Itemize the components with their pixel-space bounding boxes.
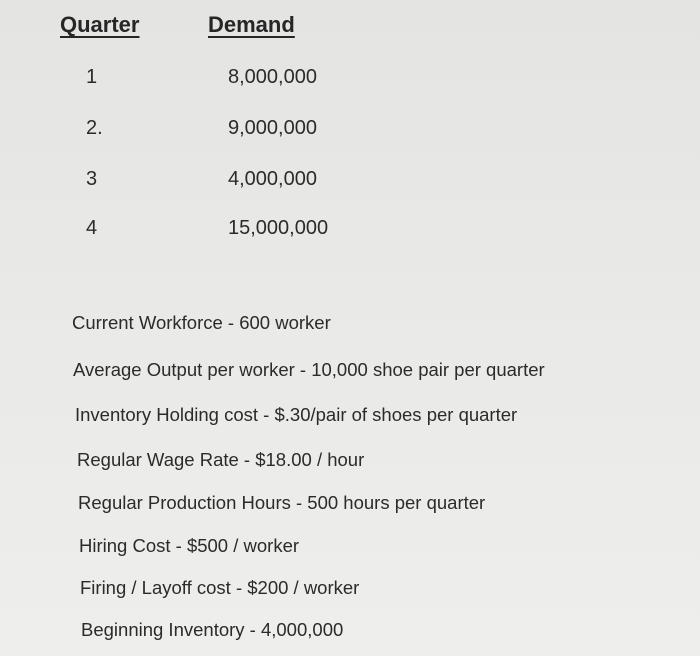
note-hiring-cost: Hiring Cost - $500 / worker xyxy=(79,535,300,556)
note-current-workforce: Current Workforce - 600 worker xyxy=(72,312,331,333)
demand-cell: 8,000,000 xyxy=(228,66,317,88)
note-firing-layoff-cost: Firing / Layoff cost - $200 / worker xyxy=(80,577,360,598)
quarter-cell: 4 xyxy=(86,217,98,239)
quarter-column-header: Quarter xyxy=(60,12,140,37)
quarter-cell: 2. xyxy=(86,117,103,139)
note-regular-wage-rate: Regular Wage Rate - $18.00 / hour xyxy=(77,449,365,470)
demand-cell: 15,000,000 xyxy=(228,217,329,239)
demand-cell: 9,000,000 xyxy=(228,117,317,139)
note-regular-production-hours: Regular Production Hours - 500 hours per quarter xyxy=(78,492,486,513)
note-average-output: Average Output per worker - 10,000 shoe pair per quarter xyxy=(73,359,545,380)
demand-cell: 4,000,000 xyxy=(228,168,317,190)
note-inventory-holding-cost: Inventory Holding cost - $.30/pair of shoes per quarter xyxy=(75,404,518,425)
quarter-cell: 3 xyxy=(86,168,98,190)
quarter-cell: 1 xyxy=(86,66,98,88)
demand-column-header: Demand xyxy=(208,12,295,37)
note-beginning-inventory: Beginning Inventory - 4,000,000 xyxy=(81,619,344,640)
